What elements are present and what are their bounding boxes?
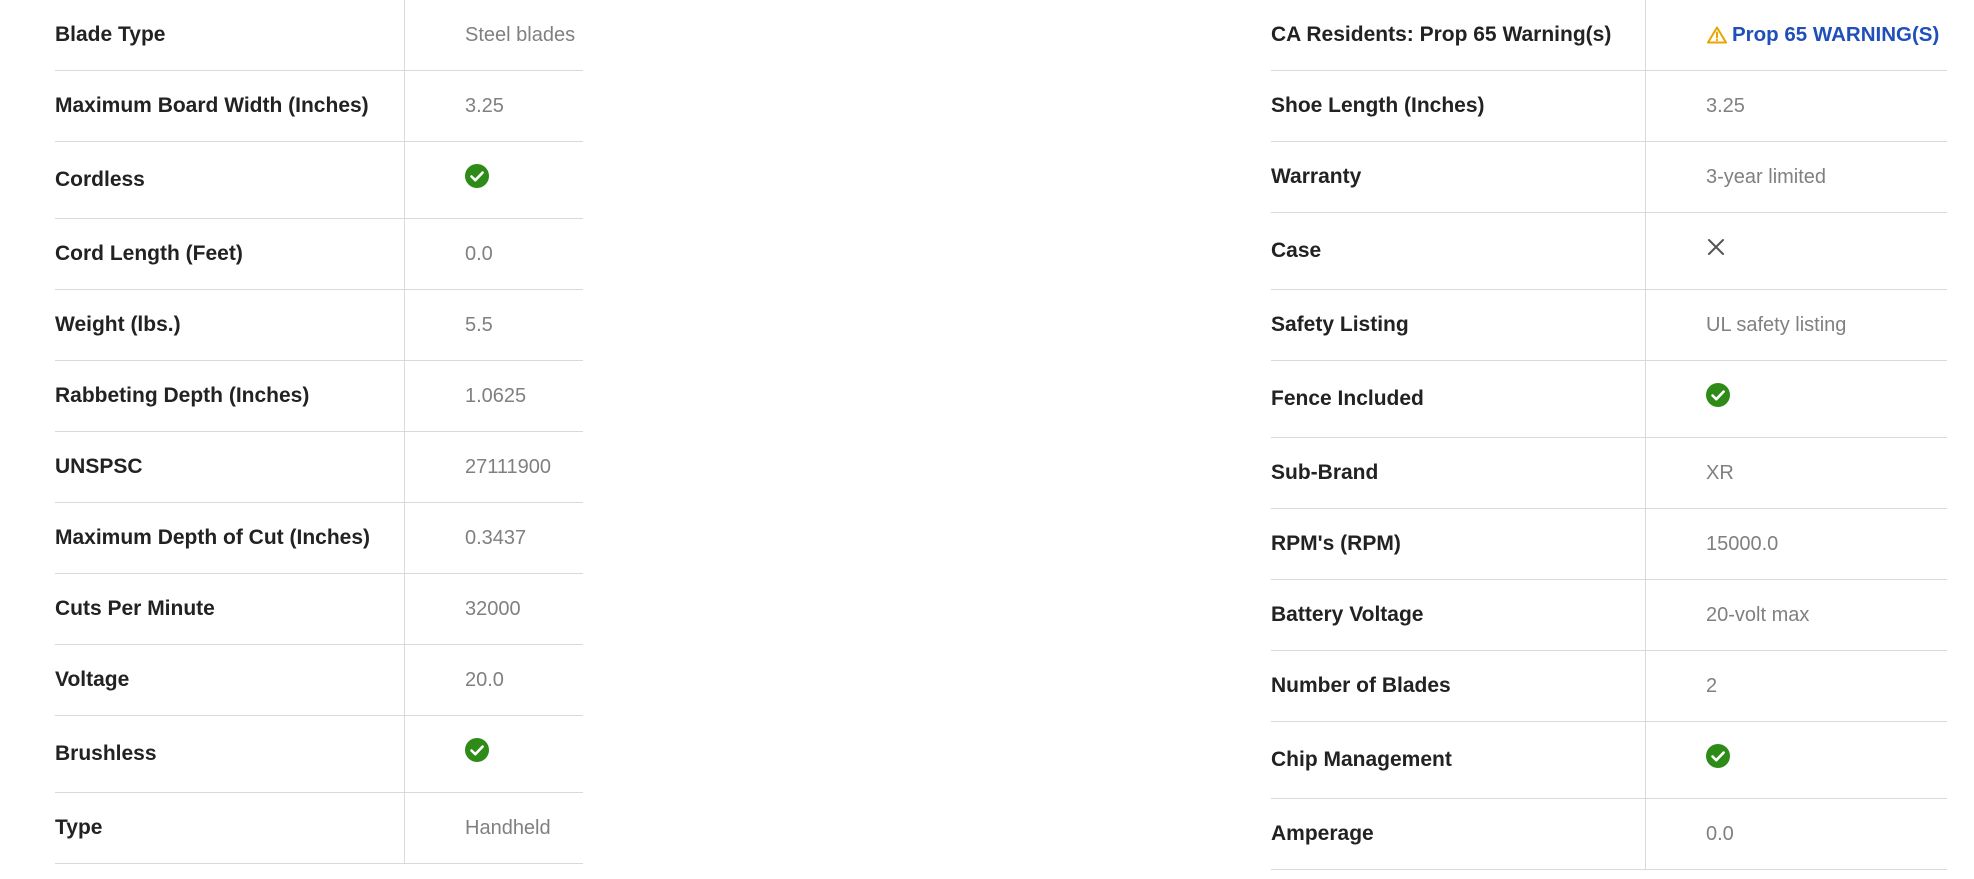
spec-label: Safety Listing: [1271, 290, 1646, 360]
spec-row-cord-length-feet: [55, 219, 583, 290]
spec-label: Maximum Depth of Cut (Inches): [55, 503, 405, 573]
specifications-table-left: [55, 0, 583, 864]
spec-row-battery-voltage: [1271, 580, 1947, 651]
spec-row-type: [55, 793, 583, 864]
spec-value: XR: [1706, 461, 1734, 484]
spec-value: 3.25: [1706, 94, 1745, 117]
spec-row-blade-type: [55, 0, 583, 71]
spec-label: Sub-Brand: [1271, 438, 1646, 508]
spec-value: Handheld: [465, 816, 551, 839]
spec-row-weight-lbs: [55, 290, 583, 361]
spec-label: Cordless: [55, 142, 405, 218]
spec-label: Shoe Length (Inches): [1271, 71, 1646, 141]
checkmark-icon: [1706, 383, 1730, 407]
spec-label: Case: [1271, 213, 1646, 289]
x-mark-icon: [1706, 237, 1726, 257]
spec-value: 20.0: [465, 668, 504, 691]
spec-row-number-of-blades: [1271, 651, 1947, 722]
spec-row-voltage: [55, 645, 583, 716]
checkmark-icon: [465, 738, 489, 762]
spec-value: 1.0625: [465, 384, 527, 407]
spec-value: 3.25: [465, 94, 504, 117]
spec-value: Steel blades: [465, 23, 576, 46]
spec-value: [1646, 361, 1947, 437]
spec-value: 0.0: [465, 242, 493, 265]
spec-row-maximum-depth-of-cut-inches: [55, 503, 583, 574]
spec-value: 0.0: [1706, 822, 1734, 845]
spec-row-warranty: [1271, 142, 1947, 213]
spec-label: RPM's (RPM): [1271, 509, 1646, 579]
spec-row-brushless: [55, 716, 583, 793]
spec-row-ca-residents-prop-65-warning-s: [1271, 0, 1947, 71]
spec-row-safety-listing: [1271, 290, 1947, 361]
prop65-warning-link-text[interactable]: Prop 65 WARNING(S): [1732, 23, 1940, 46]
spec-label: Fence Included: [1271, 361, 1646, 437]
spec-label: Warranty: [1271, 142, 1646, 212]
spec-value: [1646, 722, 1947, 798]
spec-row-rpm-s-rpm: [1271, 509, 1947, 580]
spec-row-chip-management: [1271, 722, 1947, 799]
spec-value: [405, 716, 583, 792]
spec-value: [1646, 213, 1947, 289]
spec-value: 20-volt max: [1706, 603, 1810, 626]
spec-value: 5.5: [465, 313, 493, 336]
spec-label: Brushless: [55, 716, 405, 792]
spec-label: CA Residents: Prop 65 Warning(s): [1271, 0, 1646, 70]
spec-row-rabbeting-depth-inches: [55, 361, 583, 432]
spec-value: 15000.0: [1706, 532, 1779, 555]
spec-label: Cuts Per Minute: [55, 574, 405, 644]
spec-row-sub-brand: [1271, 438, 1947, 509]
spec-value: 2: [1706, 674, 1718, 697]
spec-value: 32000: [465, 597, 521, 620]
spec-label: Cord Length (Feet): [55, 219, 405, 289]
spec-row-shoe-length-inches: [1271, 71, 1947, 142]
spec-label: Battery Voltage: [1271, 580, 1646, 650]
spec-value: 27111900: [465, 455, 552, 478]
spec-row-cuts-per-minute: [55, 574, 583, 645]
spec-row-amperage: [1271, 799, 1947, 870]
spec-row-cordless: [55, 142, 583, 219]
spec-label: Rabbeting Depth (Inches): [55, 361, 405, 431]
spec-label: Maximum Board Width (Inches): [55, 71, 405, 141]
spec-label: Type: [55, 793, 405, 863]
spec-label: Number of Blades: [1271, 651, 1646, 721]
spec-label: Amperage: [1271, 799, 1646, 869]
spec-row-fence-included: [1271, 361, 1947, 438]
warning-triangle-icon: [1707, 26, 1727, 44]
spec-row-case: [1271, 213, 1947, 290]
spec-label: Voltage: [55, 645, 405, 715]
spec-value: 0.3437: [465, 526, 527, 549]
prop65-warning-link[interactable]: [1646, 0, 1947, 70]
spec-label: Weight (lbs.): [55, 290, 405, 360]
checkmark-icon: [465, 164, 489, 188]
spec-value: [405, 142, 583, 218]
spec-label: Blade Type: [55, 0, 405, 70]
spec-label: Chip Management: [1271, 722, 1646, 798]
spec-value: UL safety listing: [1706, 313, 1847, 336]
spec-value: 3-year limited: [1706, 165, 1827, 188]
spec-label: UNSPSC: [55, 432, 405, 502]
checkmark-icon: [1706, 744, 1730, 768]
specifications-table-right: [1271, 0, 1947, 870]
spec-row-maximum-board-width-inches: [55, 71, 583, 142]
spec-row-unspsc: [55, 432, 583, 503]
